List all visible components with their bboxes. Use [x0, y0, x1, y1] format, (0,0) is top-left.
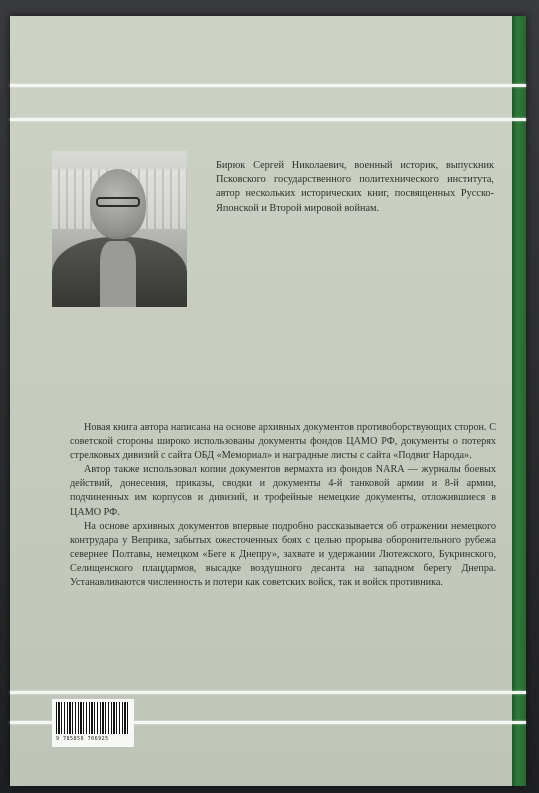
elastic-band-top: [10, 84, 526, 87]
author-bio: Бирюк Сергей Николаевич, военный историк, выпускник Псковского государственного политехнического института, автор нескольких исторических книг, посвященных Русско-Японской и Второй мировой войнам.: [216, 160, 494, 214]
photo-glasses: [96, 197, 140, 207]
description-paragraph: Новая книга автора написана на основе архивных документов противоборствующих сторон. С советской стороны широко использованы документы фондов ЦАМО РФ, документы о потерях стрелковых дивизий с сайта ОБД «Мемориал» и наградные листы с сайта «Подвиг Народа».: [70, 422, 496, 462]
isbn-barcode: [52, 699, 134, 747]
description-paragraph: Автор также использовал копии документов вермахта из фондов NARA — журналы боевых действий, донесения, приказы, сводки и документы 4-й танковой армии и 8-й армии, подчиненных им корпусов и дивизий, и трофейные немецкие документы, отложившиеся в ЦАМО РФ.: [70, 464, 496, 518]
book-description: [70, 421, 496, 590]
author-photo: [52, 151, 187, 307]
book-back-cover: [10, 16, 526, 786]
elastic-band-second: [10, 118, 526, 121]
barcode-number: 9 785856 706925: [56, 736, 109, 742]
green-spine: [512, 16, 526, 786]
description-paragraph: На основе архивных документов впервые подробно рассказывается об отражении немецкого контрудара у Веприка, забытых ожесточенных боях с целью прорыва оборонительного рубежа севернее Полтавы, немецком «Беге к Днепру», захвате и удержании Лютежского, Букринского, Селищенского плацдармов, высадке воздушного десанта на западном берегу Днепра. Устанавливаются численность и потери как советских войск, так и войск противника.: [70, 520, 496, 589]
photo-shirt: [100, 241, 136, 307]
barcode-bars: [56, 702, 130, 734]
elastic-band-third: [10, 691, 526, 694]
cover-panel: [10, 16, 514, 786]
